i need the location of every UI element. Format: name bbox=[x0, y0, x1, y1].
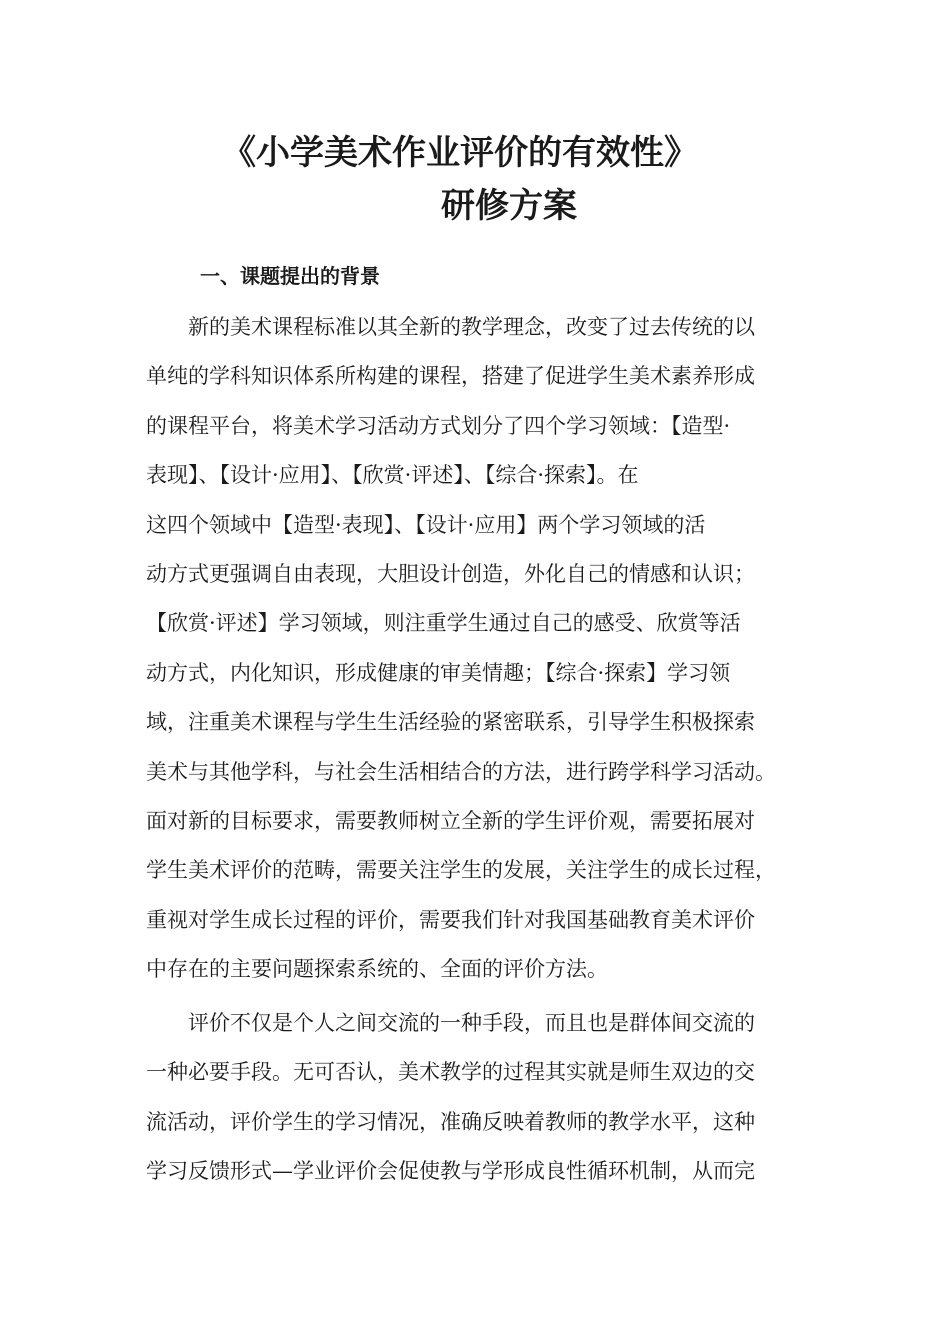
paragraph-line: 流活动，评价学生的学习情况，准确反映着教师的教学水平，这种 bbox=[146, 1109, 755, 1134]
paragraph-line: 【欣赏·评述】学习领域，则注重学生通过自己的感受、欣赏等活 bbox=[146, 611, 741, 636]
paragraph-1 bbox=[146, 303, 806, 994]
paragraph-line: 面对新的目标要求，需要教师树立全新的学生评价观，需要拓展对 bbox=[146, 808, 755, 833]
document-title: 《小学美术作业评价的有效性》 bbox=[222, 133, 698, 173]
paragraph-line: 一种必要手段。无可否认，美术教学的过程其实就是师生双边的交 bbox=[146, 1060, 755, 1085]
section-heading-background: 一、课题提出的背景 bbox=[200, 264, 380, 288]
paragraph-line: 中存在的主要问题探索系统的、全面的评价方法。 bbox=[146, 957, 608, 982]
paragraph-line: 域，注重美术课程与学生生活经验的紧密联系，引导学生积极探索 bbox=[146, 710, 755, 735]
paragraph-line: 评价不仅是个人之间交流的一种手段，而且也是群体间交流的 bbox=[188, 1011, 755, 1035]
paragraph-line: 重视对学生成长过程的评价，需要我们针对我国基础教育美术评价 bbox=[146, 907, 755, 932]
paragraph-line: 表现】、【设计·应用】、【欣赏·评述】、【综合·探索】。在 bbox=[146, 463, 639, 488]
paragraph-line: 学习反馈形式—学业评价会促使教与学形成良性循环机制，从而完 bbox=[146, 1159, 755, 1184]
paragraph-line: 美术与其他学科，与社会生活相结合的方法，进行跨学科学习活动。 bbox=[146, 759, 776, 784]
paragraph-line: 单纯的学科知识体系所构建的课程，搭建了促进学生美术素养形成 bbox=[146, 364, 755, 389]
paragraph-line: 这四个领域中【造型·表现】、【设计·应用】两个学习领域的活 bbox=[146, 512, 706, 537]
paragraph-line: 新的美术课程标准以其全新的教学理念，改变了过去传统的以 bbox=[188, 315, 755, 339]
paragraph-line: 学生美术评价的范畴，需要关注学生的发展，关注学生的成长过程， bbox=[146, 858, 776, 883]
paragraph-2 bbox=[146, 999, 806, 1197]
paragraph-line: 的课程平台，将美术学习活动方式划分了四个学习领域：【造型· bbox=[146, 413, 731, 438]
paragraph-line: 动方式，内化知识，形成健康的审美情趣；【综合·探索】学习领 bbox=[146, 660, 731, 685]
document-subtitle: 研修方案 bbox=[441, 186, 577, 226]
paragraph-line: 动方式更强调自由表现，大胆设计创造，外化自己的情感和认识； bbox=[146, 561, 755, 586]
